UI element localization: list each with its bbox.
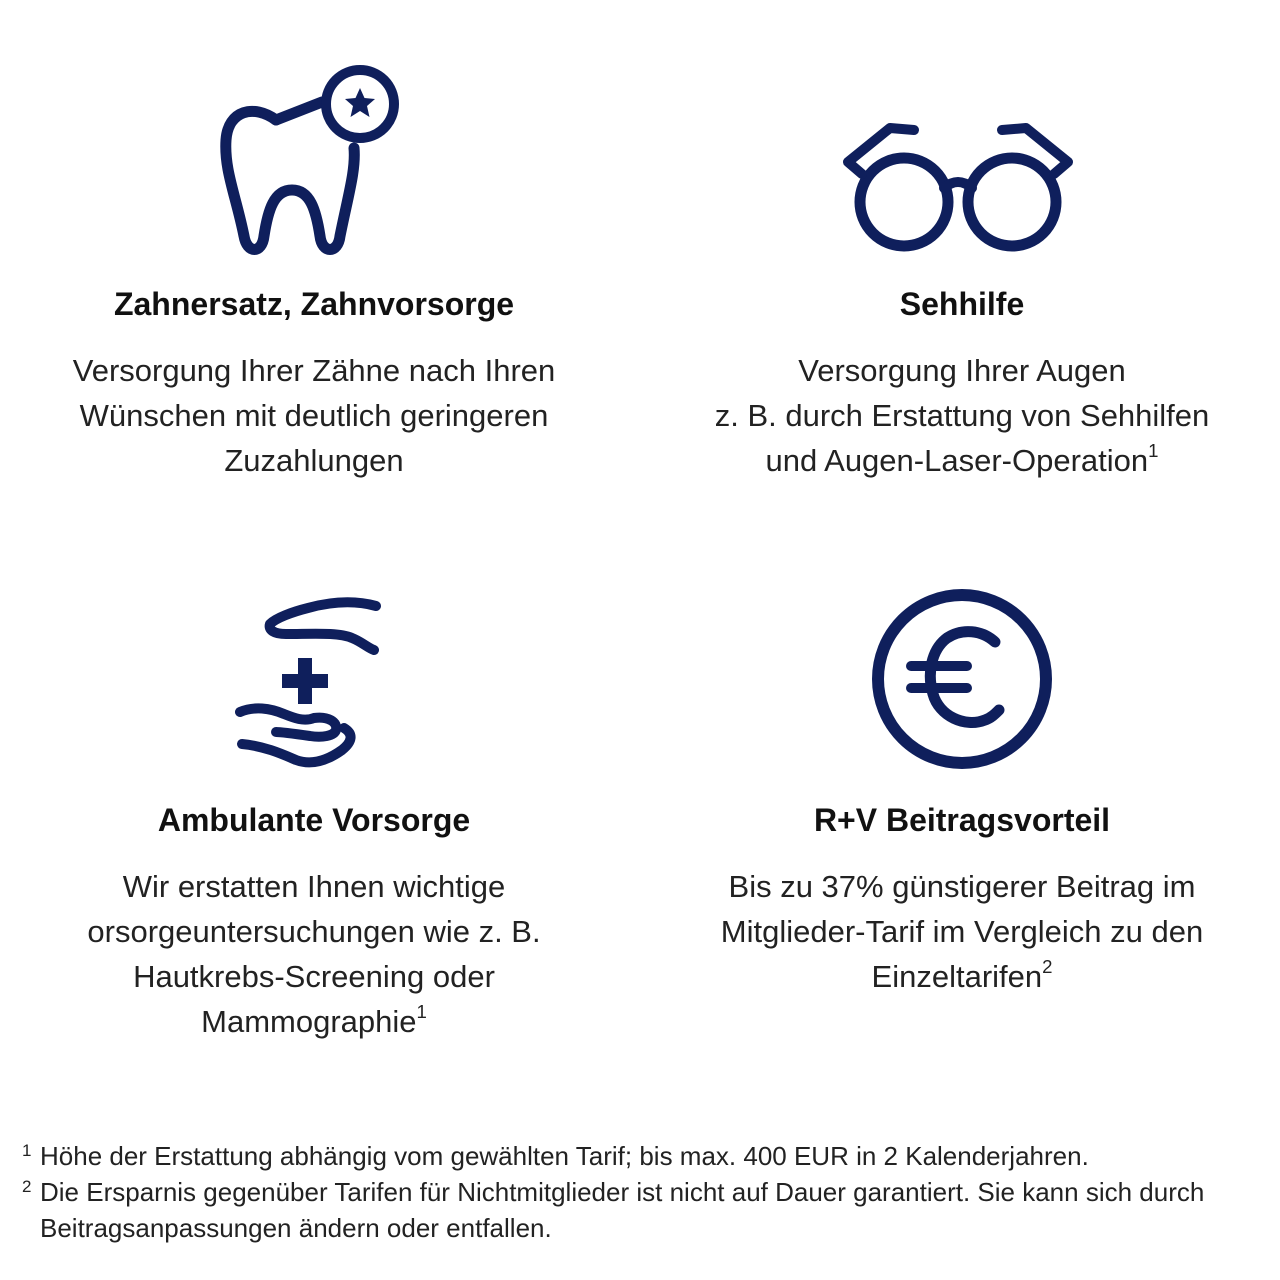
tooth-with-star-icon — [214, 58, 414, 258]
feature-title: Sehhilfe — [899, 286, 1025, 322]
description-line: orsorgeuntersuchungen wie z. B. — [87, 914, 541, 949]
feature-description — [715, 348, 1210, 483]
feature-description — [721, 864, 1203, 999]
description-line: z. B. durch Erstattung von Sehhilfen — [714, 398, 1210, 433]
description-line: Versorgung Ihrer Zähne nach Ihren — [72, 353, 556, 388]
footnote-mark: 1 — [22, 1141, 32, 1160]
feature-title: Zahnersatz, Zahnvorsorge — [113, 286, 515, 322]
feature-title: Ambulante Vorsorge — [157, 802, 471, 838]
description-line: Zuzahlungen — [224, 443, 404, 478]
description-line — [715, 438, 1210, 483]
description-line: Bis zu 37% günstigerer Beitrag im — [728, 869, 1196, 904]
feature-description — [73, 348, 556, 483]
icon-container — [4, 38, 624, 258]
icon-container — [652, 554, 1272, 774]
euro-coin-icon — [867, 584, 1057, 774]
footnote-ref: 1 — [416, 1000, 427, 1022]
footnote-ref: 1 — [1148, 439, 1159, 461]
footnote-mark: 2 — [22, 1177, 32, 1196]
description-line — [87, 999, 540, 1044]
feature-description — [87, 864, 540, 1044]
description-line — [721, 954, 1203, 999]
description-line: Hautkrebs-Screening oder — [133, 959, 495, 994]
description-text: Mammographie — [201, 1004, 417, 1039]
footnote-item — [22, 1138, 1262, 1174]
description-text: Einzeltarifen — [871, 959, 1043, 994]
feature-outpatient — [4, 554, 624, 1044]
footnote-text: Höhe der Erstattung abhängig vom gewählten Tarif; bis max. 400 EUR in 2 Kalenderjahren. — [40, 1141, 1089, 1171]
feature-premium-advantage — [652, 554, 1272, 999]
feature-dental — [4, 38, 624, 483]
description-text: und Augen-Laser-Operation — [765, 443, 1149, 478]
description-line: Wünschen mit deutlich geringeren — [79, 398, 549, 433]
description-line: Mitglieder-Tarif im Vergleich zu den — [720, 914, 1204, 949]
icon-container — [652, 38, 1272, 258]
feature-title: R+V Beitragsvorteil — [813, 802, 1111, 838]
footnote-ref: 2 — [1042, 955, 1053, 977]
footnotes — [22, 1138, 1262, 1246]
hands-plus-icon — [234, 594, 394, 774]
description-line: Wir erstatten Ihnen wichtige — [122, 869, 506, 904]
feature-vision — [652, 38, 1272, 483]
icon-container — [4, 554, 624, 774]
footnote-item — [22, 1174, 1262, 1246]
footnote-text: Die Ersparnis gegenüber Tarifen für Nichtmitglieder ist nicht auf Dauer garantiert. Sie kann sich durch Beitragsanpassungen ändern oder entfallen. — [40, 1177, 1205, 1243]
glasses-icon — [842, 118, 1082, 258]
description-line: Versorgung Ihrer Augen — [798, 353, 1126, 388]
